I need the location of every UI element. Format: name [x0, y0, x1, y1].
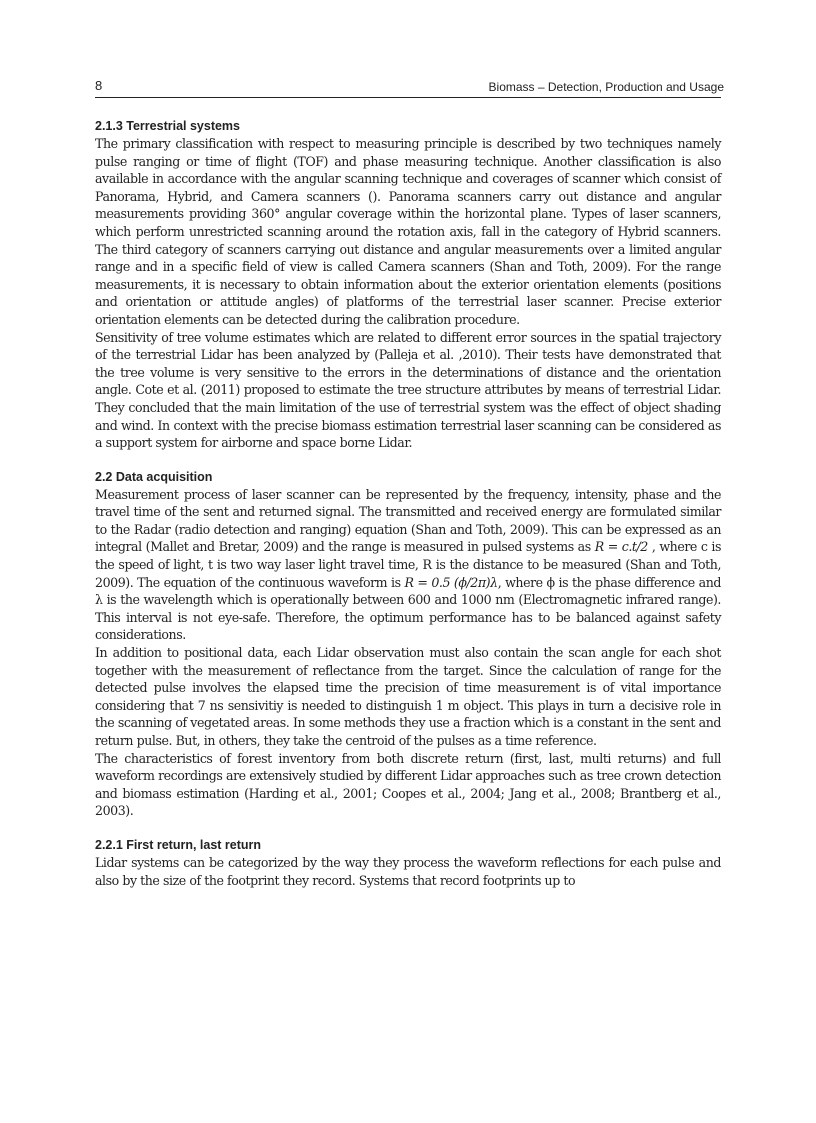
waveform-formula: R = 0.5 (ϕ/2π)λ [404, 574, 498, 590]
section-heading-data-acquisition: 2.2 Data acquisition [95, 469, 213, 484]
page-number: 8 [95, 78, 103, 93]
section-heading-first-return: 2.2.1 First return, last return [95, 837, 262, 852]
range-formula: R = c.t/2 [594, 539, 648, 555]
paragraph: The characteristics of forest inventory from both discrete return (first, last, multi returns) and full waveform recordings are extensively studied by different Lidar approaches such as tree crown detection and biomass estimation (Harding et al., 2001; Coopes et al., 2004; Jang et al., 2008; Brantberg et al., 2003). [95, 750, 721, 819]
page [95, 78, 724, 889]
paragraph: The primary classification with respect to measuring principle is described by two techniques namely pulse ranging or time of flight (TOF) and phase measuring technique. Another classification is also available in accordance with the angular scanning technique and coverages of scanner which consist of Panorama, Hybrid, and Camera scanners (). Panorama scanners carry out distance and angular measurements providing 360° angular coverage within the horizontal plane. Types of laser scanners, which perform unrestricted scanning around the rotation axis, fall in the category of Hybrid scanners. The third category of scanners carrying out distance and angular measurements over a limited angular range and in a specific field of view is called Camera scanners (Shan and Toth, 2009). For the range measurements, it is necessary to obtain information about the exterior orientation elements (positions and orientation or attitude angles) of platforms of the terrestrial laser scanner. Precise exterior orientation elements can be detected during the calibration procedure. [95, 136, 721, 327]
section-heading-terrestrial: 2.1.3 Terrestrial systems [95, 119, 241, 133]
body-text [95, 118, 721, 889]
paragraph: In addition to positional data, each Lidar observation must also contain the scan angle for each shot together with the measurement of reflectance from the target. Since the calculation of range for the detected pulse involves the elapsed time the precision of time measurement is of vital importance considering that 7 ns sensivitiy is needed to distinguish 1 m object. This plays in turn a decisive role in the scanning of vegetated areas. In some methods they use a fraction which is a constant in the sent and return pulse. But, in others, they take the centroid of the pulses as a time reference. [95, 645, 721, 748]
paragraph: Lidar systems can be categorized by the way they process the waveform reflections for each pulse and also by the size of the footprint they record. Systems that record footprints up to [95, 854, 721, 888]
running-title: Biomass – Detection, Production and Usage [488, 80, 724, 94]
page-header [95, 78, 724, 98]
paragraph: Measurement process of laser scanner can be represented by the frequency, intensity, phase and the travel time of the sent and returned signal. The transmitted and received energy are formulated similar to the Radar (radio detection and ranging) equation (Shan and Toth, 2009). This can be expressed as an integral (Mallet and Bretar, 2009) and the range is measured in pulsed systems as R = c.t/2 , where c is the speed of light, t is two way laser light travel time, R is the distance to be measured (Shan and Toth, 2009). The equation of the continuous waveform is R = 0.5 (ϕ/2π)λ, where ϕ is the phase difference and λ is the wavelength which is operationally between 600 and 1000 nm (Electromagnetic infrared range). This interval is not eye-safe. Therefore, the optimum performance has to be balanced against safety considerations. [95, 486, 722, 643]
paragraph: Sensitivity of tree volume estimates which are related to different error sources in the spatial trajectory of the terrestrial Lidar has been analyzed by (Palleja et al. ,2010). Their tests have demonstrated that the tree volume is very sensitive to the errors in the determinations of distance and the orientation angle. Cote et al. (2011) proposed to estimate the tree structure attributes by means of terrestrial Lidar. They concluded that the main limitation of the use of terrestrial system was the effect of object shading and wind. In context with the precise biomass estimation terrestrial laser scanning can be considered as a support system for airborne and space borne Lidar. [95, 329, 721, 451]
